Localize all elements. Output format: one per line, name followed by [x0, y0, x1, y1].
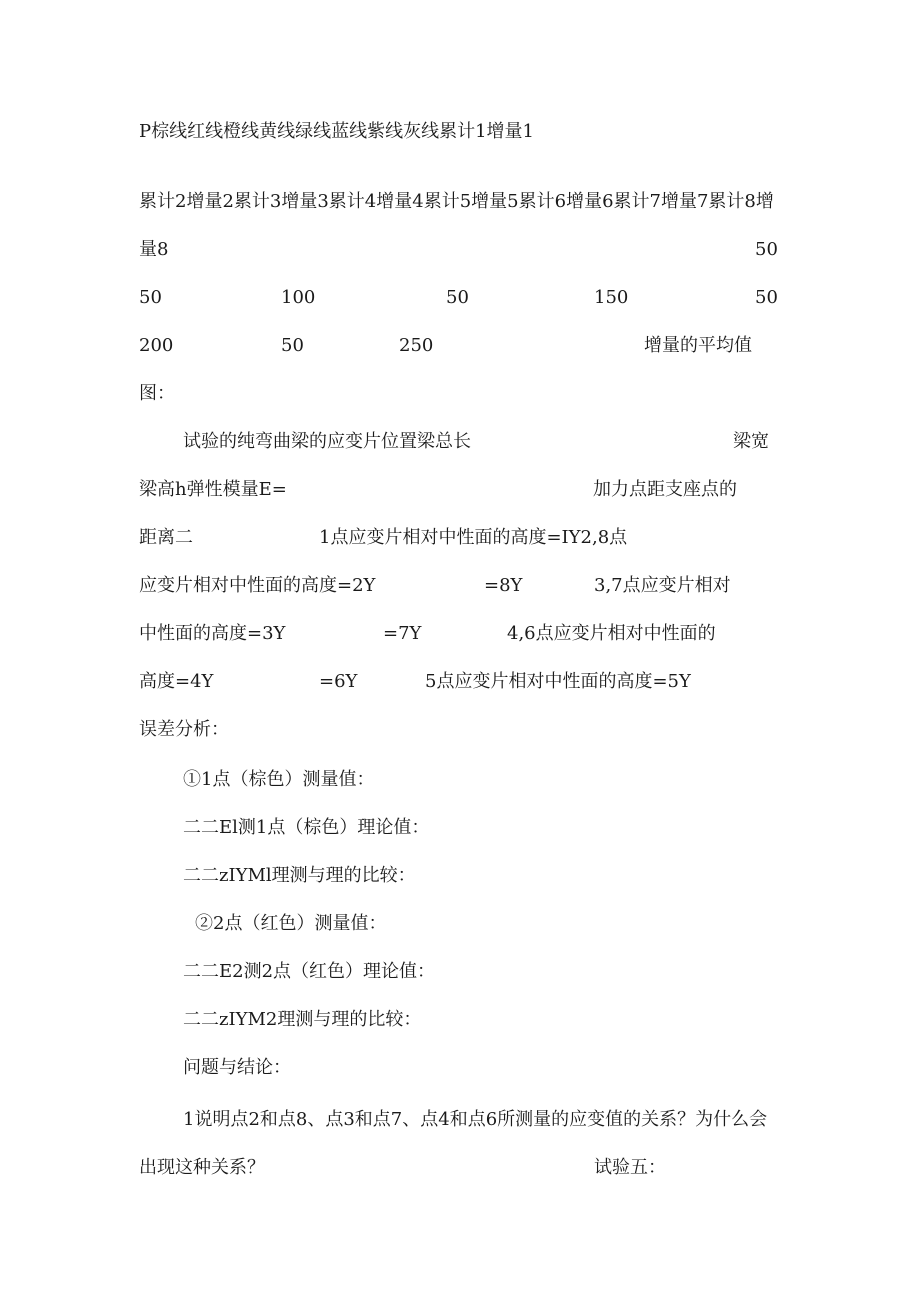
data-value: 150: [594, 287, 629, 308]
setup-line-6-end: 5点应变片相对中性面的高度=5Y: [425, 671, 691, 692]
average-increment-label: 增量的平均值: [644, 335, 752, 356]
data-value: 100: [281, 287, 316, 308]
header-line-1: P棕线红线橙线黄线绿线蓝线紫线灰线累计1增量1: [139, 121, 535, 142]
conclusion-heading: 问题与结论：: [183, 1057, 291, 1078]
question-1: 1说明点2和点8、点3和点7、点4和点6所测量的应变值的关系？为什么会: [183, 1109, 768, 1130]
setup-line-6-value: =6Y: [319, 671, 358, 692]
figure-label: 图：: [139, 383, 175, 404]
setup-line-4: 应变片相对中性面的高度=2Y: [139, 575, 376, 596]
setup-line-2: 梁高h弹性模量E=: [139, 479, 287, 500]
data-value: 50: [139, 287, 162, 308]
error-item-4: ②2点（红色）测量值：: [195, 913, 387, 934]
error-item-2: 二二El测1点（棕色）理论值：: [183, 817, 430, 838]
data-value: 50: [281, 335, 304, 356]
data-value: 200: [139, 335, 174, 356]
error-analysis-heading: 误差分析：: [139, 719, 229, 740]
experiment-five-label: 试验五：: [594, 1157, 666, 1178]
setup-line-5: 中性面的高度=3Y: [139, 623, 286, 644]
setup-line-4-end: 3,7点应变片相对: [594, 575, 731, 596]
error-item-6: 二二zIYM2理测与理的比较：: [183, 1009, 422, 1030]
data-value: 250: [399, 335, 434, 356]
data-value: 50: [446, 287, 469, 308]
header-line-2: 累计2增量2累计3增量3累计4增量4累计5增量5累计6增量6累计7增量7累计8增: [139, 191, 774, 212]
setup-line-5-end: 4,6点应变片相对中性面的: [507, 623, 716, 644]
header-line-3-start: 量8: [139, 239, 169, 260]
setup-line-1: 试验的纯弯曲梁的应变片位置梁总长: [183, 431, 471, 452]
header-line-3-value: 50: [755, 239, 778, 260]
error-item-3: 二二zIYMl理测与理的比较：: [183, 865, 416, 886]
data-value: 50: [755, 287, 778, 308]
setup-line-1-beam-width: 梁宽: [733, 431, 769, 452]
setup-line-6: 高度=4Y: [139, 671, 214, 692]
error-item-1: ①1点（棕色）测量值：: [183, 769, 375, 790]
setup-line-3: 距离二: [139, 527, 193, 548]
error-item-5: 二二E2测2点（红色）理论值：: [183, 961, 436, 982]
question-1-continued: 出现这种关系？: [139, 1157, 265, 1178]
setup-line-3-height: 1点应变片相对中性面的高度=IY2,8点: [319, 527, 628, 548]
setup-line-4-value: =8Y: [484, 575, 523, 596]
setup-line-5-value: =7Y: [383, 623, 422, 644]
setup-line-2-load-distance: 加力点距支座点的: [593, 479, 737, 500]
